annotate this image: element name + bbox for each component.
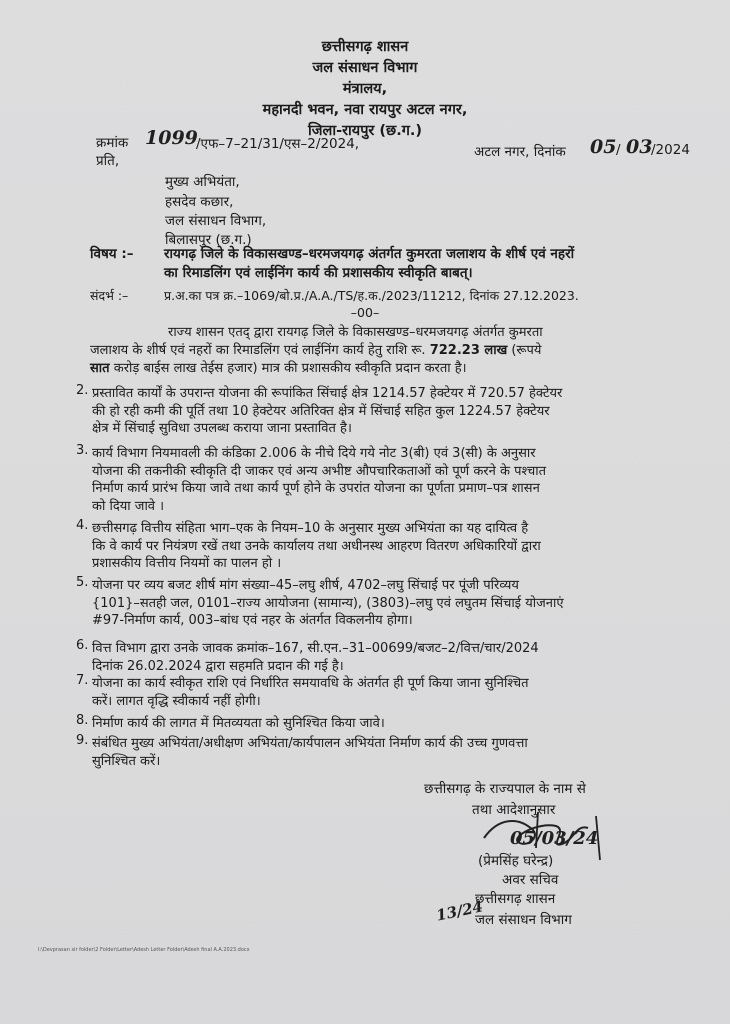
point-line: योजना का कार्य स्वीकृत राशि एवं निर्धारित समयावधि के अंतर्गत ही पूर्ण किया जाना सुनिश्चित	[92, 676, 529, 691]
addressee-line-1: मुख्य अभियंता,	[165, 174, 240, 190]
header-district: जिला-रायपुर (छ.ग.)	[307, 123, 423, 139]
addressee-line-4: बिलासपुर (छ.ग.)	[165, 232, 252, 248]
point-number: 8.	[76, 713, 89, 728]
point-line: योजना की तकनीकी स्वीकृति दी जाकर एवं अन्य अभीष्ट औपचारिकताओं को पूर्ण करने के पश्चात	[92, 463, 547, 479]
para1-line-3	[90, 358, 467, 376]
point-number: 6.	[76, 638, 89, 653]
point-line: निर्माण कार्य प्रारंभ किया जावे तथा कार्य पूर्ण होने के उपरांत योजना का पूर्णता प्रमाण–पत्र शासन	[92, 481, 540, 496]
signatory-name: (प्रेमसिंह घरेन्द्र)	[478, 853, 554, 869]
margin-note-handwritten: 13/24	[434, 897, 485, 925]
prati-label: प्रति,	[96, 153, 120, 169]
point-line: छत्तीसगढ़ वित्तीय संहिता भाग–एक के नियम–10 के अनुसार मुख्य अभियंता का यह दायित्व है	[92, 521, 529, 536]
reference-text: प्र.अ.का पत्र क्र.–1069/बो.प्र./A.A./TS/ह.क./2023/11212, दिनांक 27.12.2023.	[164, 288, 579, 303]
para1-line-2-pre: जलाशय के शीर्ष एवं नहरों का रिमाडलिंग एवं लाईनिंग कार्य हेतु राशि रू.	[90, 343, 426, 358]
subject-line-2: का रिमाडलिंग एवं लाईनिंग कार्य की प्रशासकीय स्वीकृति बाबत्।	[164, 265, 473, 281]
point-number: 3.	[76, 443, 89, 458]
point-line: दिनांक 26.02.2024 द्वारा सहमति प्रदान की गई है।	[92, 658, 344, 674]
header-building: महानदी भवन, नवा रायपुर अटल नगर,	[262, 102, 468, 118]
para1-line-1: राज्य शासन एतद् द्वारा रायगढ़ जिले के विकासखण्ड–धरमजयगढ़ अंतर्गत कुमरता	[168, 325, 543, 340]
point-line: योजना पर व्यय बजट शीर्ष मांग संख्या–45–लघु शीर्ष, 4702–लघु सिंचाई पर पूंजी परिव्यय	[92, 578, 519, 593]
reference-label: संदर्भ :–	[90, 288, 129, 303]
date-day-handwritten: 05	[590, 136, 617, 158]
point-line: प्रशासकीय वित्तीय नियमों का पालन हो ।	[92, 556, 282, 571]
subject-label: विषय :–	[90, 246, 134, 262]
point-line: कि वे कार्य पर नियंत्रण रखें तथा उनके कार्यालय तथा अधीनस्थ आहरण वितरण अधिकारियों द्वारा	[92, 538, 541, 554]
para1-line-2-post: (रूपये	[511, 343, 542, 358]
para1-line-3-rest: करोड़ बाईस लाख तेईस हजार) मात्र की प्रशासकीय स्वीकृति प्रदान करता है।	[113, 361, 467, 376]
signature-date-handwritten: 05/03/24	[510, 828, 599, 849]
signatory-department: जल संसाधन विभाग	[475, 912, 572, 928]
signatory-designation: अवर सचिव	[502, 872, 559, 888]
point-number: 5.	[76, 575, 89, 590]
header-govt: छत्तीसगढ़ शासन	[321, 39, 409, 55]
order-number-suffix: /एफ–7–21/31/एस–2/2024,	[196, 136, 360, 152]
point-line: निर्माण कार्य की लागत में मितव्ययता को सुनिश्चित किया जावे।	[92, 716, 385, 731]
point-line: {101}–सतही जल, 0101–राज्य आयोजना (सामान्य), (3803)–लघु एवं लघुतम सिंचाई योजनाएं	[92, 595, 564, 611]
date-label: अटल नगर, दिनांक	[474, 144, 566, 160]
para1-line-2	[90, 340, 541, 358]
point-line: वित्त विभाग द्वारा उनके जावक क्रमांक–167, सी.एन.–31–00699/बजट–2/वित्त/चार/2024	[92, 641, 539, 656]
point-line: क्षेत्र में सिंचाई सुविधा उपलब्ध कराया जाना प्रस्तावित है।	[92, 421, 352, 436]
kramank-label: क्रमांक	[96, 135, 129, 151]
file-path-footer: I:\Devprasan sir folder\2 Folder\Letter\Adesh Letter Folder\Adesh final A.A.2023.docx	[38, 947, 250, 953]
para1-amount-words-handwritten: सात	[90, 361, 110, 376]
point-number: 4.	[76, 518, 89, 533]
point-line: #97-निर्माण कार्य, 003–बांध एवं नहर के अंतर्गत विकलनीय होगा।	[92, 613, 413, 628]
point-line: करें। लागत वृद्धि स्वीकार्य नहीं होगी।	[92, 693, 261, 709]
point-line: की हो रही कमी की पूर्ति तथा 10 हेक्टेयर अतिरिक्त क्षेत्र में सिंचाई सहित कुल 1224.57 हेक्टेयर	[92, 403, 550, 419]
signature-line-1: छत्तीसगढ़ के राज्यपाल के नाम से	[424, 781, 586, 797]
para1-amount: 722.23 लाख	[429, 343, 508, 358]
date-slash: /	[616, 142, 621, 158]
date-month-handwritten: 03	[626, 136, 653, 158]
date-year: /2024	[651, 142, 690, 158]
point-line: कार्य विभाग नियमावली की कंडिका 2.006 के नीचे दिये गये नोट 3(बी) एवं 3(सी) के अनुसार	[92, 446, 536, 461]
addressee-line-2: हसदेव कछार,	[165, 194, 234, 210]
separator: –00–	[350, 305, 380, 320]
point-number: 7.	[76, 673, 89, 688]
signature-line-2: तथा आदेशानुसार	[472, 802, 556, 818]
order-number-handwritten: 1099	[145, 127, 198, 149]
signatory-govt: छत्तीसगढ़ शासन	[475, 891, 556, 907]
addressee-line-3: जल संसाधन विभाग,	[165, 213, 267, 229]
point-line: संबंधित मुख्य अभियंता/अधीक्षण अभियंता/कार्यपालन अभियंता निर्माण कार्य की उच्च गुणवत्ता	[92, 736, 528, 751]
subject-line-1: रायगढ़ जिले के विकासखण्ड–धरमजयगढ़ अंतर्गत कुमरता जलाशय के शीर्ष एवं नहरों	[164, 246, 575, 262]
header-department: जल संसाधन विभाग	[312, 60, 418, 76]
point-line: प्रस्तावित कार्यों के उपरान्त योजना की रूपांकित सिंचाई क्षेत्र 1214.57 हेक्टेयर में 720.57 हेक्टेयर	[92, 386, 563, 401]
point-line: को दिया जावे ।	[92, 498, 165, 514]
point-number: 9.	[76, 733, 89, 748]
point-number: 2.	[76, 383, 89, 398]
header-ministry: मंत्रालय,	[342, 81, 388, 97]
point-line: सुनिश्चित करें।	[92, 753, 161, 769]
